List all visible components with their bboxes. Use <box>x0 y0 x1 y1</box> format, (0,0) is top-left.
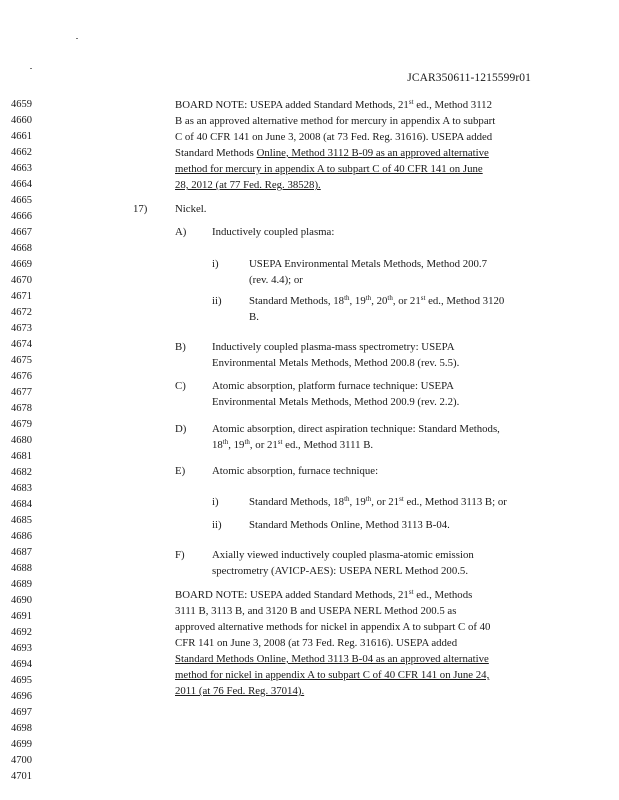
item-a-label: A) <box>175 226 187 238</box>
line-number: 4673 <box>11 323 32 334</box>
line-number: 4679 <box>11 419 32 430</box>
item-e-text: Atomic absorption, furnace technique: <box>212 465 379 477</box>
line-number: 4684 <box>11 499 32 510</box>
item-e-ii-label: ii) <box>212 519 222 531</box>
board-note-nickel-line-2: 3111 B, 3113 B, and 3120 B and USEPA NERL Method 200.5 as <box>175 605 457 617</box>
item-a-text: Inductively coupled plasma: <box>212 226 335 238</box>
line-number: 4667 <box>11 227 32 238</box>
line-number: 4694 <box>11 659 32 670</box>
nickel-title: Nickel. <box>175 203 207 215</box>
scan-speck <box>30 68 32 69</box>
line-number: 4687 <box>11 547 32 558</box>
item-a-ii-label: ii) <box>212 295 222 307</box>
line-number: 4663 <box>11 163 32 174</box>
line-number: 4662 <box>11 147 32 158</box>
item-b-line-2: Environmental Metals Methods, Method 200.8 (rev. 5.5). <box>212 357 460 369</box>
line-number: 4660 <box>11 115 32 126</box>
line-number: 4678 <box>11 403 32 414</box>
line-number: 4664 <box>11 179 32 190</box>
item-f-line-1: Axially viewed inductively coupled plasma-atomic emission <box>212 549 474 561</box>
nickel-marker: 17) <box>133 203 148 215</box>
document-id: JCAR350611-1215599r01 <box>407 72 531 84</box>
line-number: 4698 <box>11 723 32 734</box>
board-note-nickel-line-4: CFR 141 on June 3, 2008 (at 73 Fed. Reg. 31616). USEPA added <box>175 637 458 649</box>
line-number: 4665 <box>11 195 32 206</box>
board-note-mercury-line-5: method for mercury in appendix A to subpart C of 40 CFR 141 on June <box>175 163 483 175</box>
item-f-label: F) <box>175 549 185 561</box>
line-number: 4675 <box>11 355 32 366</box>
line-number: 4674 <box>11 339 32 350</box>
item-e-i-line: Standard Methods, 18th, 19th, or 21st ed., Method 3113 B; or <box>249 495 507 508</box>
line-number: 4701 <box>11 771 32 782</box>
line-number: 4677 <box>11 387 32 398</box>
item-a-i-label: i) <box>212 258 219 270</box>
item-b-line-1: Inductively coupled plasma-mass spectrometry: USEPA <box>212 341 455 353</box>
line-number: 4685 <box>11 515 32 526</box>
line-number: 4671 <box>11 291 32 302</box>
board-note-nickel-line-1: BOARD NOTE: USEPA added Standard Methods, 21st ed., Methods <box>175 588 473 601</box>
item-e-i-label: i) <box>212 496 219 508</box>
line-number: 4688 <box>11 563 32 574</box>
line-number: 4682 <box>11 467 32 478</box>
line-number: 4680 <box>11 435 32 446</box>
line-number: 4670 <box>11 275 32 286</box>
line-number: 4695 <box>11 675 32 686</box>
line-number: 4697 <box>11 707 32 718</box>
line-number: 4696 <box>11 691 32 702</box>
line-number: 4686 <box>11 531 32 542</box>
board-note-mercury-line-6: 28, 2012 (at 77 Fed. Reg. 38528). <box>175 179 321 191</box>
line-number: 4666 <box>11 211 32 222</box>
line-number: 4668 <box>11 243 32 254</box>
line-number: 4689 <box>11 579 32 590</box>
line-number: 4672 <box>11 307 32 318</box>
item-b-label: B) <box>175 341 186 353</box>
board-note-nickel-line-7: 2011 (at 76 Fed. Reg. 37014). <box>175 685 305 697</box>
line-number: 4659 <box>11 99 32 110</box>
board-note-nickel-line-6: method for nickel in appendix A to subpart C of 40 CFR 141 on June 24, <box>175 669 490 681</box>
item-d-line-2: 18th, 19th, or 21st ed., Method 3111 B. <box>212 438 374 451</box>
item-c-line-2: Environmental Metals Methods, Method 200.9 (rev. 2.2). <box>212 396 460 408</box>
item-c-line-1: Atomic absorption, platform furnace technique: USEPA <box>212 380 454 392</box>
line-number: 4699 <box>11 739 32 750</box>
item-a-ii-line-1: Standard Methods, 18th, 19th, 20th, or 21st ed., Method 3120 <box>249 294 505 307</box>
board-note-nickel-line-5: Standard Methods Online, Method 3113 B-04 as an approved alternative <box>175 653 489 665</box>
item-d-label: D) <box>175 423 187 435</box>
item-e-label: E) <box>175 465 186 477</box>
line-number: 4676 <box>11 371 32 382</box>
board-note-mercury-line-4: Standard Methods Online, Method 3112 B-09 as an approved alternative <box>175 147 489 159</box>
line-number: 4690 <box>11 595 32 606</box>
line-number: 4669 <box>11 259 32 270</box>
scan-speck <box>76 38 78 39</box>
line-number: 4691 <box>11 611 32 622</box>
line-number: 4693 <box>11 643 32 654</box>
item-f-line-2: spectrometry (AVICP-AES): USEPA NERL Method 200.5. <box>212 565 469 577</box>
line-number: 4681 <box>11 451 32 462</box>
line-number: 4692 <box>11 627 32 638</box>
item-a-i-line-1: USEPA Environmental Metals Methods, Method 200.7 <box>249 258 488 270</box>
board-note-mercury-line-3: C of 40 CFR 141 on June 3, 2008 (at 73 Fed. Reg. 31616). USEPA added <box>175 131 493 143</box>
board-note-mercury-line-2: B as an approved alternative method for mercury in appendix A to subpart <box>175 115 496 127</box>
line-number: 4661 <box>11 131 32 142</box>
item-a-i-line-2: (rev. 4.4); or <box>249 274 303 286</box>
item-d-line-1: Atomic absorption, direct aspiration technique: Standard Methods, <box>212 423 500 435</box>
line-number: 4683 <box>11 483 32 494</box>
board-note-mercury-line-1: BOARD NOTE: USEPA added Standard Methods, 21st ed., Method 3112 <box>175 98 492 111</box>
line-number: 4700 <box>11 755 32 766</box>
item-c-label: C) <box>175 380 186 392</box>
board-note-nickel-line-3: approved alternative methods for nickel in appendix A to subpart C of 40 <box>175 621 491 633</box>
item-e-ii-line: Standard Methods Online, Method 3113 B-04. <box>249 519 450 531</box>
item-a-ii-line-2: B. <box>249 311 259 323</box>
